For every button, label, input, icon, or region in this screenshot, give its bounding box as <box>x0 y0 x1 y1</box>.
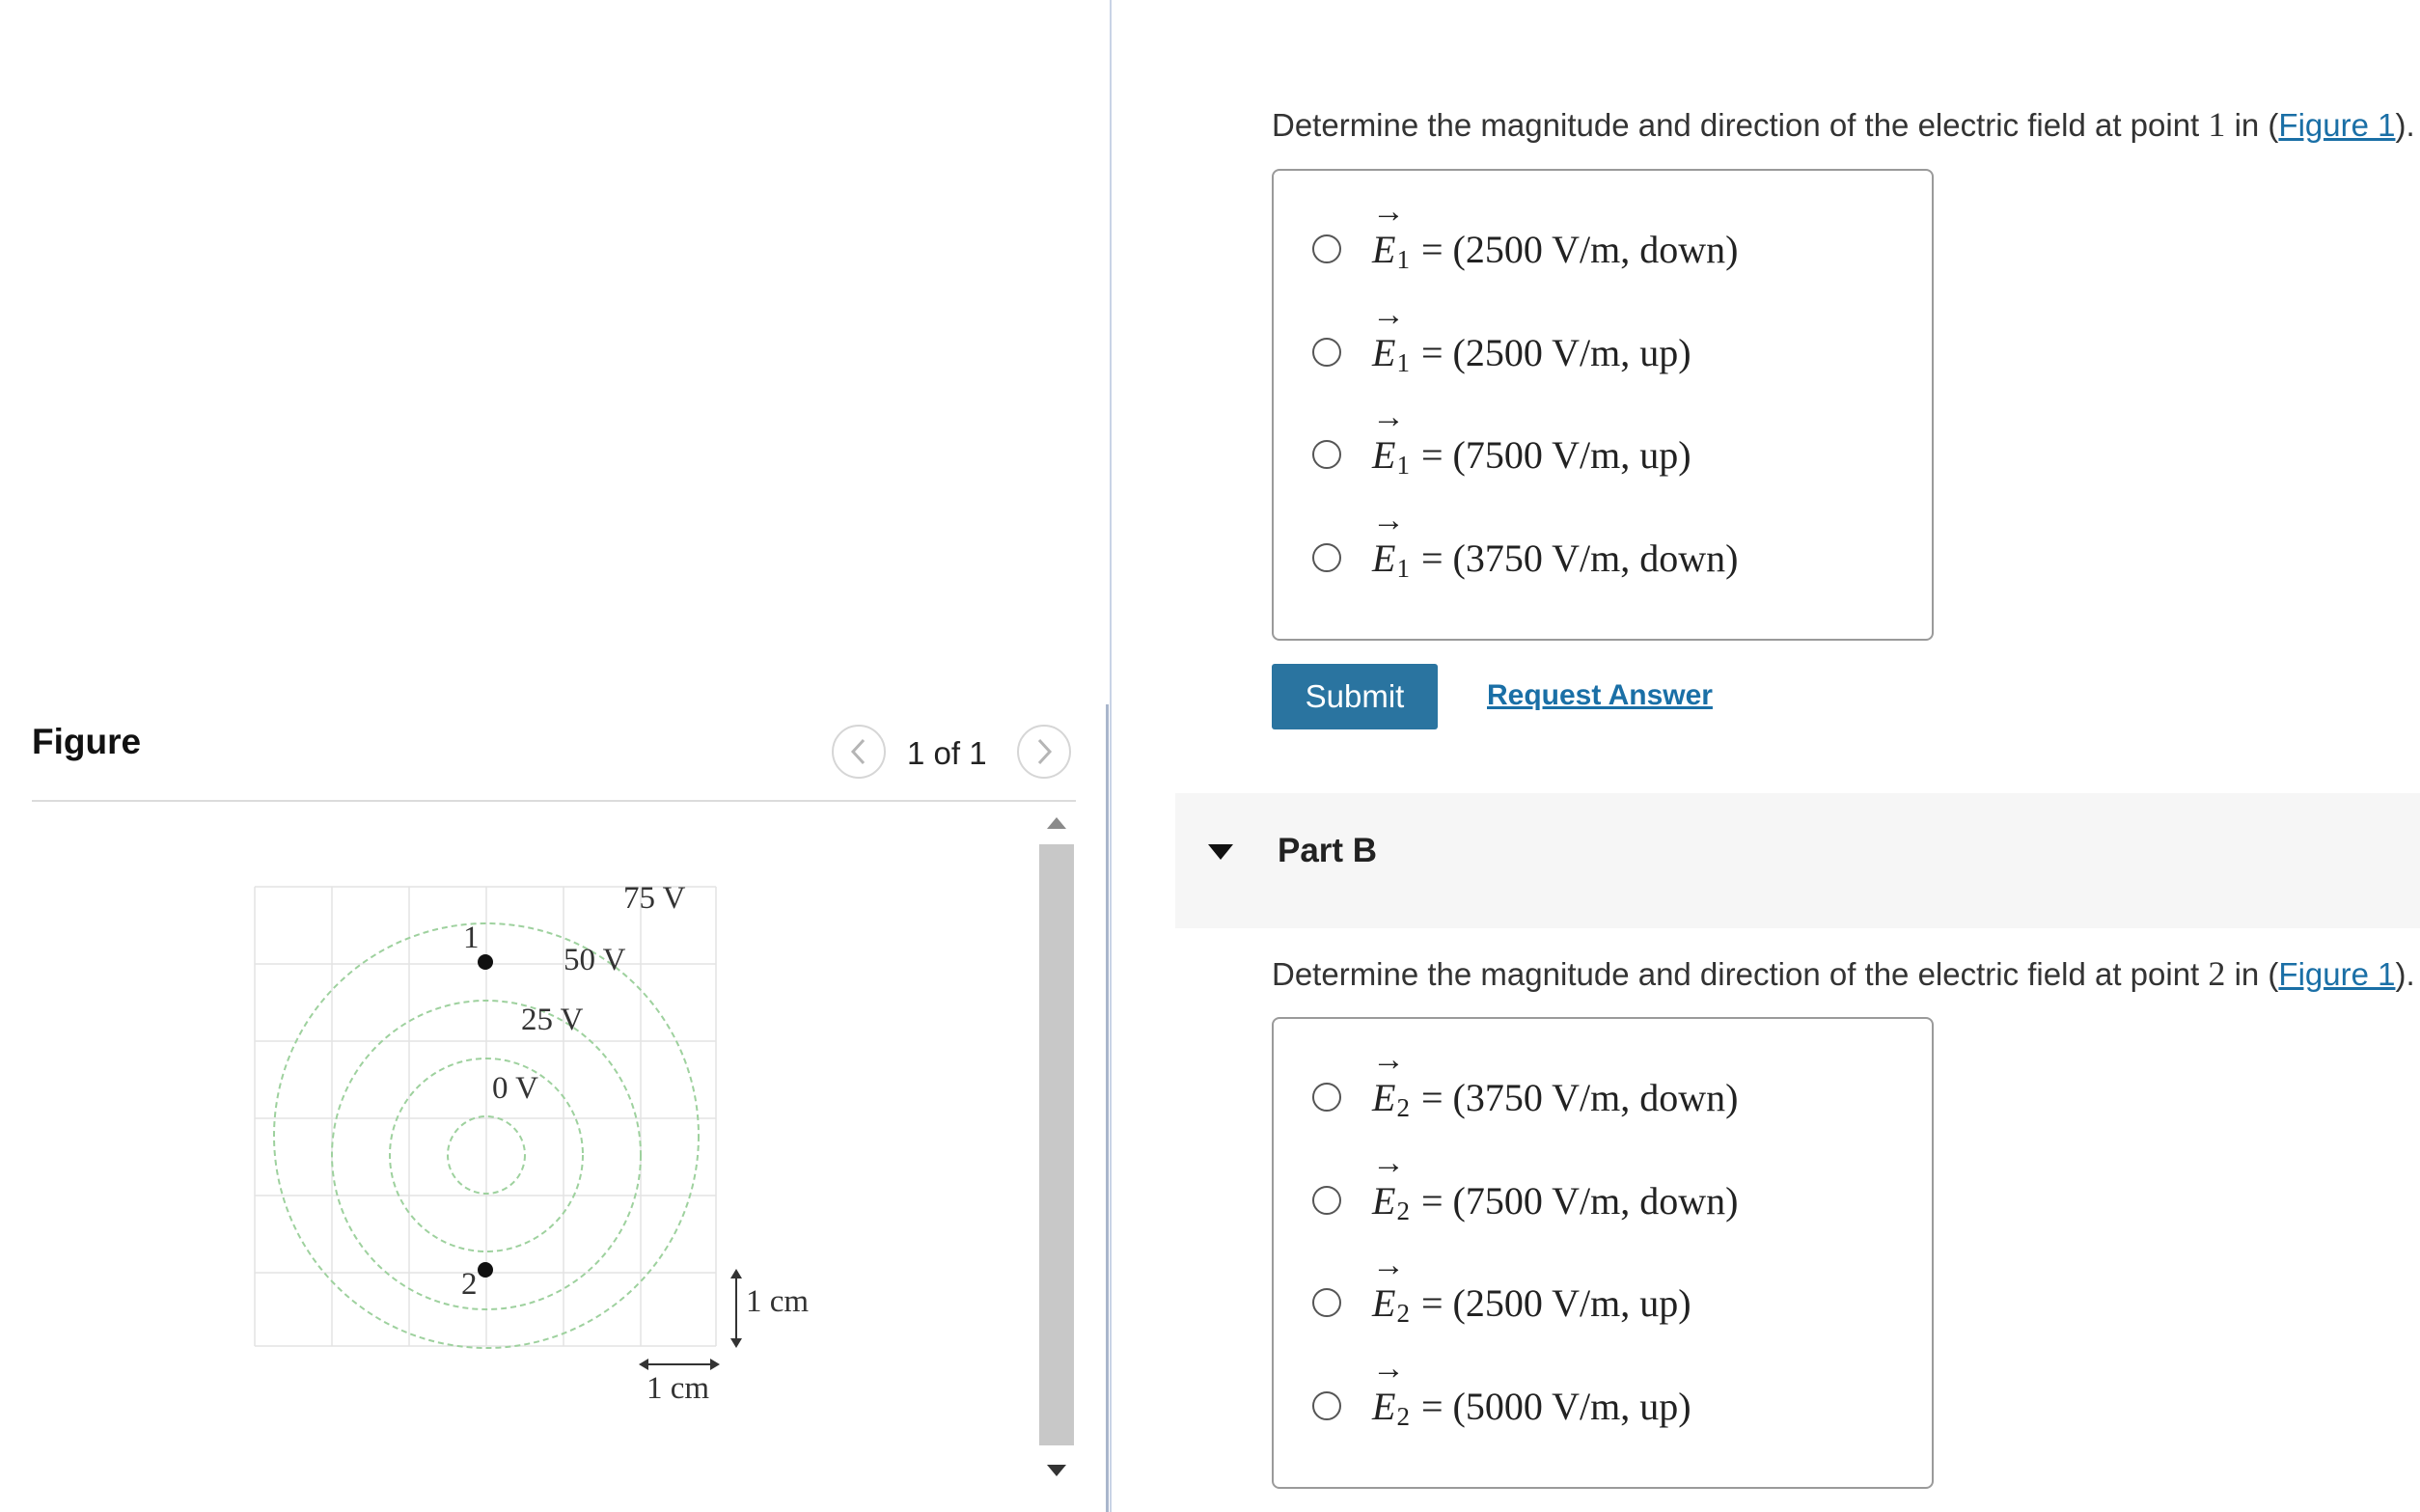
panel-divider <box>1110 0 1112 1512</box>
choice-equation: → $E_1$ = (2500 V/m, down) <box>1372 193 1739 274</box>
submit-button[interactable]: Submit <box>1272 664 1438 729</box>
choice-equation: → $E_1$ = (7500 V/m, up) <box>1372 399 1691 480</box>
label-scale-vertical: 1 cm <box>746 1284 810 1319</box>
question-text: in ( <box>2234 107 2279 143</box>
part-b-title: Part B <box>1278 832 1378 869</box>
part-a-question <box>1272 104 2415 145</box>
choice-a4[interactable] <box>1312 502 1739 587</box>
point-number: 2 <box>2208 954 2226 993</box>
label-25v: 25 V <box>521 1003 584 1037</box>
choice-b1[interactable] <box>1312 1041 1739 1126</box>
chevron-right-icon <box>1033 737 1055 766</box>
radio-button[interactable] <box>1312 234 1341 263</box>
figure-divider <box>32 800 1076 802</box>
question-text: Determine the magnitude and direction of the electric field at point <box>1272 107 2200 143</box>
choice-equation: → $E_2$ = (2500 V/m, up) <box>1372 1247 1691 1328</box>
next-figure-button[interactable] <box>1017 725 1071 779</box>
triangle-down-icon[interactable] <box>1046 1463 1067 1478</box>
radio-button[interactable] <box>1312 1186 1341 1215</box>
panel-divider-shadow <box>1106 704 1109 1512</box>
question-text: ). <box>2395 956 2415 992</box>
point-number: 1 <box>2208 105 2226 144</box>
part-b-question <box>1272 953 2415 994</box>
label-0v: 0 V <box>492 1071 538 1106</box>
point-1-marker <box>478 954 493 970</box>
choice-equation: → $E_1$ = (3750 V/m, down) <box>1372 502 1739 583</box>
choice-equation: → $E_1$ = (2500 V/m, up) <box>1372 296 1691 377</box>
choice-equation: → $E_2$ = (5000 V/m, up) <box>1372 1350 1691 1431</box>
label-point-2: 2 <box>461 1267 478 1302</box>
choice-b3[interactable] <box>1312 1247 1691 1332</box>
request-answer-link[interactable]: Request Answer <box>1487 679 1713 711</box>
radio-button[interactable] <box>1312 338 1341 367</box>
choice-equation: → $E_2$ = (3750 V/m, down) <box>1372 1041 1739 1122</box>
scale-bars <box>639 1269 742 1370</box>
figure-pager: 1 of 1 <box>907 735 987 771</box>
part-b-header[interactable] <box>1175 793 2420 928</box>
choice-b4[interactable] <box>1312 1350 1691 1435</box>
choice-a1[interactable] <box>1312 193 1739 278</box>
choice-a2[interactable] <box>1312 296 1691 381</box>
question-text: Determine the magnitude and direction of the electric field at point <box>1272 956 2200 992</box>
radio-button[interactable] <box>1312 1288 1341 1317</box>
chevron-left-icon <box>848 737 869 766</box>
equipotential-figure <box>241 873 839 1414</box>
radio-button[interactable] <box>1312 1391 1341 1420</box>
choice-b2[interactable] <box>1312 1144 1739 1229</box>
figure-heading: Figure <box>32 722 142 761</box>
figure-link[interactable]: Figure 1 <box>2278 107 2396 143</box>
figure-link[interactable]: Figure 1 <box>2278 956 2396 992</box>
point-2-marker <box>478 1262 493 1278</box>
label-scale-horizontal: 1 cm <box>646 1371 710 1406</box>
part-b-choices <box>1272 1017 1934 1489</box>
radio-button[interactable] <box>1312 543 1341 572</box>
question-text: ). <box>2395 107 2415 143</box>
label-75v: 75 V <box>623 881 686 916</box>
label-50v: 50 V <box>564 943 626 977</box>
label-point-1: 1 <box>463 921 480 955</box>
choice-a3[interactable] <box>1312 399 1691 483</box>
radio-button[interactable] <box>1312 440 1341 469</box>
question-text: in ( <box>2234 956 2279 992</box>
triangle-up-icon[interactable] <box>1046 815 1067 831</box>
prev-figure-button[interactable] <box>832 725 886 779</box>
choice-equation: → $E_2$ = (7500 V/m, down) <box>1372 1144 1739 1225</box>
radio-button[interactable] <box>1312 1083 1341 1112</box>
part-a-choices <box>1272 169 1934 641</box>
scrollbar-thumb[interactable] <box>1039 844 1074 1445</box>
caret-down-icon[interactable] <box>1206 841 1235 863</box>
